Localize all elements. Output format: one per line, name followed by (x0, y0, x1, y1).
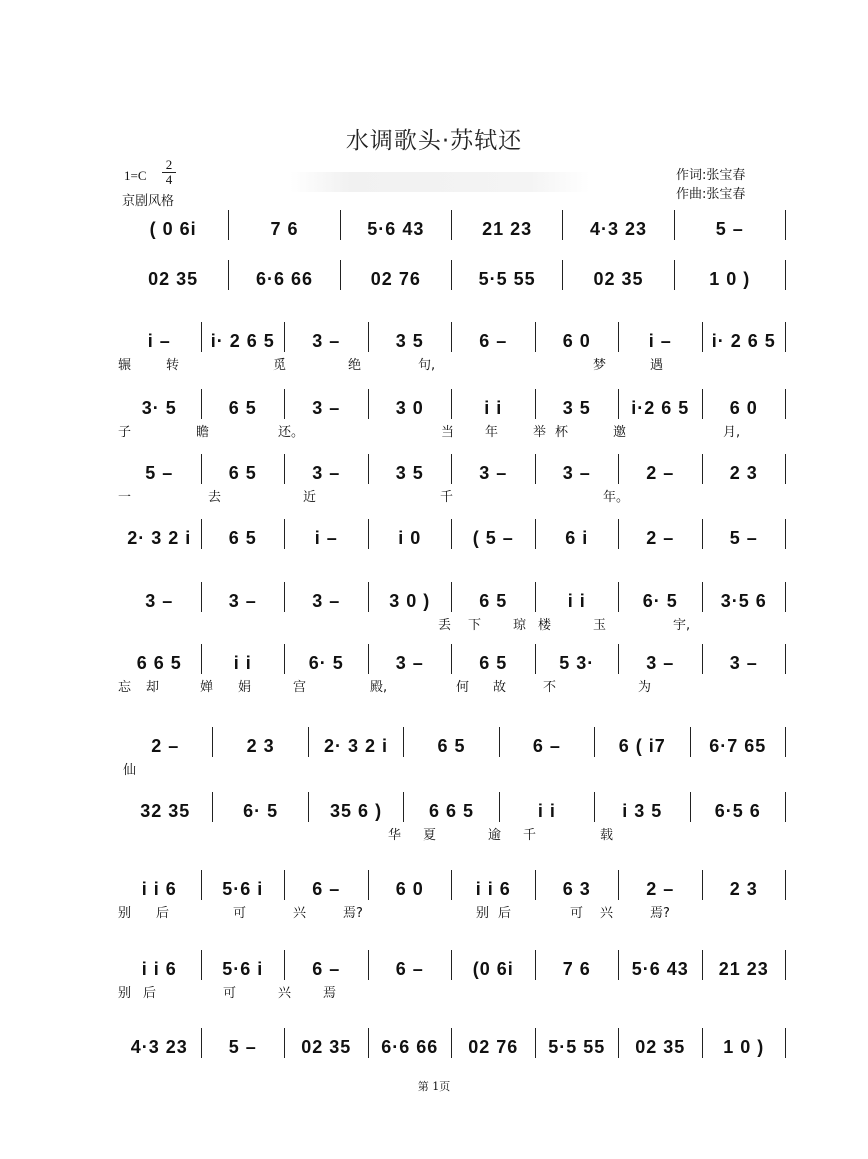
measure (118, 322, 202, 352)
notes: i i 6 (475, 879, 511, 899)
notes: 3 – (479, 463, 508, 483)
measure (404, 792, 499, 822)
measure (563, 210, 674, 240)
measure (118, 727, 213, 757)
notes: 6 5 (228, 528, 257, 548)
notes: 3 – (646, 653, 675, 673)
notes: 3·5 6 (720, 591, 767, 611)
measure (536, 519, 620, 549)
lyric: 下 (468, 618, 482, 633)
score-line (118, 519, 786, 549)
lyric: 何 (456, 680, 470, 695)
notes: 6 0 (562, 331, 591, 351)
measure (229, 260, 340, 290)
lyric: 千 (523, 828, 537, 843)
measure (536, 454, 620, 484)
notes: 6 i (565, 528, 589, 548)
measure (536, 322, 620, 352)
measure (369, 519, 453, 549)
lyric: 丢 (438, 618, 452, 633)
notes: 7 6 (562, 959, 591, 979)
notes: 6 – (532, 736, 561, 756)
notes: 4·3 23 (130, 1037, 188, 1057)
notes: 7 6 (270, 219, 299, 239)
measure (118, 792, 213, 822)
notes: i 3 5 (622, 801, 663, 821)
score-line (118, 727, 786, 757)
measure (309, 792, 404, 822)
measure (619, 950, 703, 980)
lyric: 宇, (673, 618, 691, 633)
notes: 6 5 (479, 653, 508, 673)
measure (213, 792, 308, 822)
measure (309, 727, 404, 757)
notes: 02 35 (148, 269, 199, 289)
lyric: 遇 (650, 358, 664, 373)
measure (285, 1028, 369, 1058)
measure (619, 870, 703, 900)
lyric: 可 (233, 906, 247, 921)
lyric: 为 (638, 680, 652, 695)
measure (369, 1028, 453, 1058)
measure (691, 792, 786, 822)
measure (619, 389, 703, 419)
measure (536, 582, 620, 612)
measure (285, 322, 369, 352)
lyric: 故 (493, 680, 507, 695)
notes: 5·6 43 (367, 219, 425, 239)
measure (285, 644, 369, 674)
measure (563, 260, 674, 290)
measure (202, 870, 286, 900)
notes: 4·3 23 (589, 219, 647, 239)
score-line (118, 644, 786, 674)
measure (595, 727, 690, 757)
notes: 6· 5 (308, 653, 344, 673)
notes: 6 0 (395, 879, 424, 899)
measure (202, 582, 286, 612)
time-signature-top: 2 (162, 158, 176, 173)
song-title: 水调歌头·苏轼还 (345, 128, 523, 154)
measure (703, 950, 787, 980)
lyric: 兴 (600, 906, 614, 921)
measure (703, 454, 787, 484)
measure (703, 644, 787, 674)
measure (285, 389, 369, 419)
notes: i i (484, 398, 503, 418)
notes: 3 5 (395, 463, 424, 483)
measure (118, 454, 202, 484)
notes: 6· 5 (243, 801, 279, 821)
measure (369, 389, 453, 419)
lyric: 月, (723, 425, 741, 440)
notes: 3 0 ) (389, 591, 431, 611)
measure (500, 792, 595, 822)
measure (500, 727, 595, 757)
notes: 02 35 (301, 1037, 352, 1057)
lyric: 焉 (323, 986, 337, 1001)
composer: 作曲:张宝春 (676, 187, 746, 202)
notes: i· 2 6 5 (711, 331, 776, 351)
measure (369, 582, 453, 612)
lyric: 兴 (278, 986, 292, 1001)
score-line (118, 1028, 786, 1058)
notes: 1 0 ) (709, 269, 751, 289)
notes: i 0 (398, 528, 422, 548)
lyric: 别 (476, 906, 490, 921)
notes: 3 5 (562, 398, 591, 418)
notes: 2· 3 2 i (127, 528, 192, 548)
measure (703, 1028, 787, 1058)
score-line (118, 260, 786, 290)
measure (452, 582, 536, 612)
lyric: 转 (166, 358, 180, 373)
measure (202, 950, 286, 980)
lyric: 娟 (238, 680, 252, 695)
measure (202, 1028, 286, 1058)
measure (118, 870, 202, 900)
notes: 5 3· (559, 653, 595, 673)
measure (285, 870, 369, 900)
measure (118, 1028, 202, 1058)
measure (619, 322, 703, 352)
measure (285, 950, 369, 980)
lyric: 载 (600, 828, 614, 843)
notes: 1 0 ) (723, 1037, 765, 1057)
notes: 6 – (479, 331, 508, 351)
measure (452, 950, 536, 980)
notes: 21 23 (718, 959, 769, 979)
notes: 5 – (715, 219, 744, 239)
measure (452, 389, 536, 419)
notes: i – (147, 331, 171, 351)
measure (202, 644, 286, 674)
lyric: 婵 (200, 680, 214, 695)
notes: 6 5 (228, 398, 257, 418)
measure (118, 519, 202, 549)
score-line (118, 454, 786, 484)
lyric: 焉? (343, 906, 363, 921)
notes: 3 – (228, 591, 257, 611)
notes: 5 – (228, 1037, 257, 1057)
notes: 02 76 (468, 1037, 519, 1057)
measure (202, 389, 286, 419)
notes: 6·6 66 (381, 1037, 439, 1057)
notes: 3 0 (395, 398, 424, 418)
measure (691, 727, 786, 757)
measure (595, 792, 690, 822)
lyric: 子 (118, 425, 132, 440)
notes: 2 – (646, 463, 675, 483)
measure (118, 582, 202, 612)
lyric: 辗 (118, 358, 132, 373)
lyric: 年 (485, 425, 499, 440)
notes: 35 6 ) (330, 801, 383, 821)
measure (369, 950, 453, 980)
notes: 2 – (646, 879, 675, 899)
notes: 3 – (729, 653, 758, 673)
notes: 02 35 (593, 269, 644, 289)
notes: 3 – (312, 463, 341, 483)
measure (675, 210, 786, 240)
measure (536, 1028, 620, 1058)
lyric: 一 (118, 490, 132, 505)
lyricist: 作词:张宝春 (676, 168, 746, 183)
measure (703, 322, 787, 352)
measure (452, 1028, 536, 1058)
notes: 6 ( i7 (618, 736, 666, 756)
measure (703, 519, 787, 549)
notes: ( 0 6i (149, 219, 197, 239)
lyric: 别 (118, 986, 132, 1001)
lyric: 却 (146, 680, 160, 695)
measure (703, 389, 787, 419)
notes: 3 – (312, 398, 341, 418)
notes: i·2 6 5 (631, 398, 690, 418)
notes: 02 35 (635, 1037, 686, 1057)
notes: 3· 5 (141, 398, 177, 418)
notes: 6·6 66 (255, 269, 314, 289)
credits (676, 166, 745, 204)
lyric: 夏 (423, 828, 437, 843)
time-signature-bottom: 4 (165, 172, 173, 187)
measure (619, 644, 703, 674)
measure (452, 519, 536, 549)
measure (229, 210, 340, 240)
lyric: 绝 (348, 358, 362, 373)
notes: 3 – (145, 591, 174, 611)
measure (202, 454, 286, 484)
lyric: 可 (570, 906, 584, 921)
score-line (118, 322, 786, 352)
notes: i – (314, 528, 338, 548)
lyric: 别 (118, 906, 132, 921)
measure (404, 727, 499, 757)
measure (703, 870, 787, 900)
lyric: 邀 (613, 425, 627, 440)
notes: 6 – (395, 959, 424, 979)
measure (118, 210, 229, 240)
lyric: 杯 (555, 425, 569, 440)
measure (202, 519, 286, 549)
measure (619, 1028, 703, 1058)
measure (703, 582, 787, 612)
lyric: 琼 (513, 618, 527, 633)
lyric: 华 (388, 828, 402, 843)
notes: 6 3 (562, 879, 591, 899)
notes: 02 76 (370, 269, 421, 289)
page-number: 第 1页 (417, 1080, 451, 1093)
measure (369, 870, 453, 900)
notes: i i (233, 653, 252, 673)
measure (675, 260, 786, 290)
notes: i· 2 6 5 (210, 331, 275, 351)
watermark-smudge (290, 172, 590, 192)
notes: 3 – (395, 653, 424, 673)
lyric: 兴 (293, 906, 307, 921)
measure (118, 260, 229, 290)
lyric: 后 (156, 906, 170, 921)
notes: 6 5 (228, 463, 257, 483)
lyric: 焉? (650, 906, 670, 921)
notes: 5·6 43 (631, 959, 689, 979)
lyric: 去 (208, 490, 222, 505)
lyric: 瞻 (196, 425, 210, 440)
measure (285, 454, 369, 484)
measure (285, 519, 369, 549)
score-line (118, 389, 786, 419)
notes: 2 3 (729, 879, 758, 899)
notes: i – (648, 331, 672, 351)
key-signature: 1=C (124, 168, 147, 183)
measure (369, 322, 453, 352)
notes: i i 6 (141, 959, 177, 979)
measure (118, 389, 202, 419)
notes: 6·5 6 (714, 801, 761, 821)
measure (536, 644, 620, 674)
measure (369, 454, 453, 484)
notes: ( 5 – (472, 528, 514, 548)
notes: 2 – (151, 736, 180, 756)
notes: 21 23 (482, 219, 533, 239)
score-line (118, 582, 786, 612)
lyric: 后 (143, 986, 157, 1001)
measure (369, 644, 453, 674)
lyric: 忘 (118, 680, 132, 695)
lyric: 后 (498, 906, 512, 921)
measure (452, 870, 536, 900)
time-signature (162, 158, 176, 187)
notes: 5·5 55 (548, 1037, 606, 1057)
measure (452, 644, 536, 674)
score-line (118, 210, 786, 240)
measure (118, 950, 202, 980)
measure (536, 870, 620, 900)
notes: 2 3 (729, 463, 758, 483)
lyric: 句, (418, 358, 436, 373)
notes: 2 3 (246, 736, 275, 756)
notes: 5·5 55 (478, 269, 536, 289)
lyric: 举 (533, 425, 547, 440)
notes: 6 – (312, 879, 341, 899)
measure (452, 260, 563, 290)
measure (536, 950, 620, 980)
lyric: 当 (441, 425, 455, 440)
lyric: 觅 (273, 358, 287, 373)
score-line (118, 870, 786, 900)
notes: 32 35 (140, 801, 191, 821)
notes: 5 – (729, 528, 758, 548)
notes: 6·7 65 (709, 736, 767, 756)
notes: 5·6 i (222, 879, 264, 899)
notes: 5·6 i (222, 959, 264, 979)
lyric: 楼 (538, 618, 552, 633)
lyric: 可 (223, 986, 237, 1001)
notes: 3 – (312, 331, 341, 351)
measure (452, 322, 536, 352)
notes: (0 6i (472, 959, 514, 979)
measure (619, 519, 703, 549)
notes: 3 – (562, 463, 591, 483)
lyric: 年。 (603, 490, 630, 505)
notes: 2· 3 2 i (324, 736, 389, 756)
notes: 6· 5 (642, 591, 678, 611)
measure (341, 210, 452, 240)
score-line (118, 792, 786, 822)
notes: 6 – (312, 959, 341, 979)
lyric: 不 (543, 680, 557, 695)
lyric: 梦 (593, 358, 607, 373)
lyric: 千 (440, 490, 454, 505)
measure (202, 322, 286, 352)
notes: i i (537, 801, 556, 821)
measure (213, 727, 308, 757)
measure (452, 210, 563, 240)
score-line (118, 950, 786, 980)
notes: 3 5 (395, 331, 424, 351)
measure (452, 454, 536, 484)
lyric: 宫 (293, 680, 307, 695)
notes: 2 – (646, 528, 675, 548)
lyric: 逾 (488, 828, 502, 843)
notes: 6 6 5 (428, 801, 474, 821)
measure (118, 644, 202, 674)
measure (285, 582, 369, 612)
lyric: 殿, (370, 680, 388, 695)
measure (536, 389, 620, 419)
lyric: 玉 (593, 618, 607, 633)
notes: 6 5 (437, 736, 466, 756)
notes: 6 6 5 (136, 653, 182, 673)
measure (619, 454, 703, 484)
lyric: 近 (303, 490, 317, 505)
notes: i i 6 (141, 879, 177, 899)
notes: i i (567, 591, 586, 611)
measure (341, 260, 452, 290)
measure (619, 582, 703, 612)
notes: 3 – (312, 591, 341, 611)
lyric: 还。 (278, 425, 305, 440)
notes: 6 0 (729, 398, 758, 418)
style-label: 京剧风格 (122, 194, 175, 209)
notes: 5 – (145, 463, 174, 483)
notes: 6 5 (479, 591, 508, 611)
lyric: 仙 (123, 763, 137, 778)
